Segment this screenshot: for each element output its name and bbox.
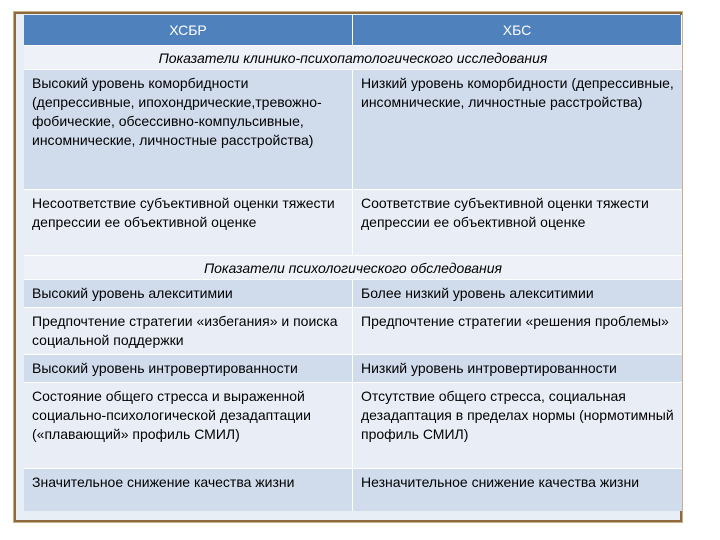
table-cell: Высокий уровень алекситимии [24,279,353,307]
section-title-clinical: Показатели клинико-психопатологического исследования [24,45,682,69]
column-header-hsbr: ХСБР [24,15,353,45]
table-cell: Высокий уровень коморбидности (депрессивные, ипохондрические,тревожно-фобические, обсессивно-компульсивные, инсомнические, личностные расстройства) [24,69,353,189]
table-cell: Отсутствие общего стресса, социальная дезадаптация в пределах нормы (нормотимный профиль СМИЛ) [353,382,682,468]
table-cell: Соответствие субъективной оценки тяжести депрессии ее объективной оценке [353,189,682,255]
comparison-table [24,15,682,511]
table-cell: Несоответствие субъективной оценки тяжести депрессии ее объективной оценке [24,189,353,255]
table-cell: Значительное снижение качества жизни [24,468,353,511]
table-cell: Незначительное снижение качества жизни [353,468,682,511]
table-cell: Высокий уровень интровертированности [24,354,353,382]
table-cell: Низкий уровень коморбидности (депрессивные, инсомнические, личностные расстройства) [353,69,682,189]
column-header-hbs: ХБС [353,15,682,45]
table-cell: Состояние общего стресса и выраженной социально-психологической дезадаптации («плавающий» профиль СМИЛ) [24,382,353,468]
table-cell: Низкий уровень интровертированности [353,354,682,382]
table-cell: Предпочтение стратегии «решения проблемы» [353,307,682,354]
section-title-psychological: Показатели психологического обследования [24,255,682,279]
table-cell: Предпочтение стратегии «избегания» и поиска социальной поддержки [24,307,353,354]
table-cell: Более низкий уровень алекситимии [353,279,682,307]
